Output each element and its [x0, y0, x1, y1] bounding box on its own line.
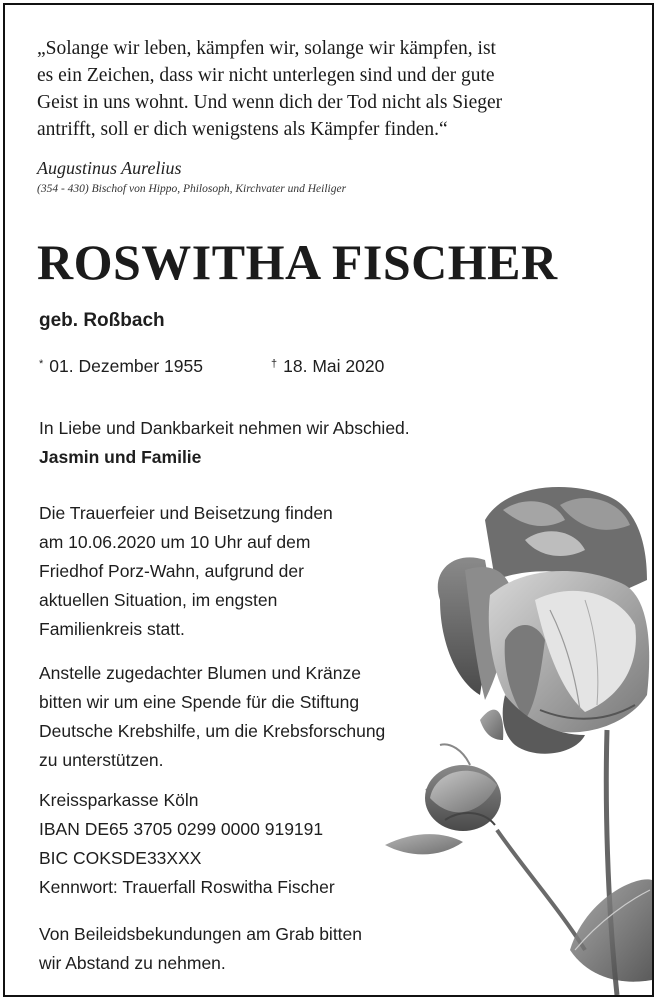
- farewell-block: [39, 414, 410, 472]
- funeral-line: Die Trauerfeier und Beisetzung finden: [39, 503, 333, 523]
- funeral-line: Friedhof Porz-Wahn, aufgrund der: [39, 561, 304, 581]
- farewell-text: In Liebe und Dankbarkeit nehmen wir Abschied.: [39, 418, 410, 438]
- funeral-block: [39, 499, 333, 644]
- donation-line: zu unterstützen.: [39, 750, 164, 770]
- quote-line: antrifft, soll er dich wenigstens als Kämpfer finden.“: [37, 119, 448, 140]
- bank-bic: BIC COKSDE33XXX: [39, 848, 202, 868]
- bank-name: Kreissparkasse Köln: [39, 790, 199, 810]
- birth-date-row: [39, 356, 203, 377]
- funeral-line: Familienkreis statt.: [39, 619, 185, 639]
- bank-details: [39, 786, 335, 902]
- donation-line: Anstelle zugedachter Blumen und Kränze: [39, 663, 362, 683]
- funeral-line: aktuellen Situation, im engsten: [39, 590, 278, 610]
- birth-date: 01. Dezember 1955: [49, 356, 203, 376]
- birth-symbol: *: [39, 358, 44, 370]
- bank-iban: IBAN DE65 3705 0299 0000 919191: [39, 819, 324, 839]
- death-date-row: [271, 356, 384, 377]
- closing-note: [39, 920, 362, 978]
- obituary-notice: [3, 3, 654, 997]
- death-date: 18. Mai 2020: [283, 356, 385, 376]
- donation-line: bitten wir um eine Spende für die Stiftung: [39, 692, 360, 712]
- quote-line: Geist in uns wohnt. Und wenn dich der Tod nicht als Sieger: [37, 92, 503, 113]
- quote-line: es ein Zeichen, dass wir nicht unterlegen sind und der gute: [37, 65, 495, 86]
- quote-author: Augustinus Aurelius: [37, 158, 182, 178]
- closing-line: Von Beileidsbekundungen am Grab bitten: [39, 924, 363, 944]
- death-symbol: †: [271, 358, 278, 370]
- donation-line: Deutsche Krebshilfe, um die Krebsforschung: [39, 721, 386, 741]
- deceased-name: ROSWITHA FISCHER: [37, 234, 558, 290]
- closing-line: wir Abstand zu nehmen.: [39, 953, 226, 973]
- donation-block: [39, 659, 385, 775]
- quote-text: [37, 35, 617, 143]
- funeral-line: am 10.06.2020 um 10 Uhr auf dem: [39, 532, 311, 552]
- mourners: Jasmin und Familie: [39, 447, 202, 467]
- quote-author-description: (354 - 430) Bischof von Hippo, Philosoph, Kirchvater und Heiliger: [37, 183, 347, 195]
- peony-flower-illustration: [385, 480, 652, 995]
- quote-line: „Solange wir leben, kämpfen wir, solange wir kämpfen, ist: [37, 38, 496, 59]
- maiden-name: geb. Roßbach: [39, 310, 165, 331]
- bank-reference: Kennwort: Trauerfall Roswitha Fischer: [39, 877, 335, 897]
